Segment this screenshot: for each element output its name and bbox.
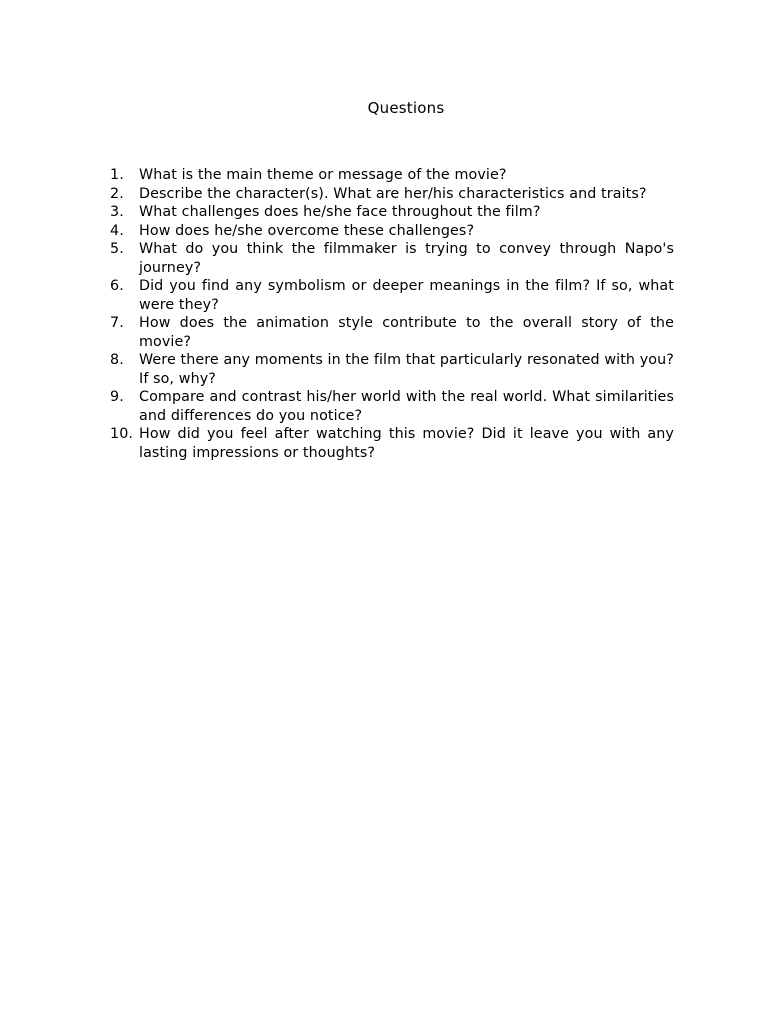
question-number: 8.: [110, 352, 124, 368]
question-text: What challenges does he/she face throughout the film?: [139, 204, 541, 220]
question-item: [110, 240, 674, 277]
question-number: 5.: [110, 241, 124, 257]
document-title: Questions: [367, 99, 445, 117]
question-text: What do you think the filmmaker is trying to convey through Napo's journey?: [139, 241, 674, 276]
question-item: [110, 203, 674, 222]
question-item: [110, 185, 674, 204]
questions-list: [110, 166, 674, 462]
question-item: [110, 388, 674, 425]
question-item: [110, 425, 674, 462]
question-text: Compare and contrast his/her world with the real world. What similarities and differences do you notice?: [139, 389, 674, 424]
question-text: Did you find any symbolism or deeper meanings in the film? If so, what were they?: [139, 278, 674, 313]
question-text: How did you feel after watching this movie? Did it leave you with any lasting impressions or thoughts?: [139, 426, 674, 461]
question-text: Were there any moments in the film that particularly resonated with you? If so, why?: [139, 352, 674, 387]
question-text: How does the animation style contribute to the overall story of the movie?: [139, 315, 674, 350]
question-text: How does he/she overcome these challenges?: [139, 222, 475, 239]
question-text: What is the main theme or message of the movie?: [139, 167, 507, 183]
question-number: 10.: [110, 426, 134, 442]
question-number: 1.: [110, 167, 124, 183]
question-number: 9.: [110, 389, 124, 405]
question-item: [110, 351, 674, 388]
question-item: [110, 166, 674, 185]
question-item: [110, 314, 674, 351]
question-item: [110, 277, 674, 314]
question-text: Describe the character(s). What are her/his characteristics and traits?: [139, 185, 647, 202]
question-item: [110, 222, 674, 241]
question-number: 4.: [110, 222, 124, 239]
question-number: 3.: [110, 204, 124, 220]
question-number: 7.: [110, 315, 124, 331]
question-number: 6.: [110, 278, 124, 294]
question-number: 2.: [110, 185, 124, 202]
